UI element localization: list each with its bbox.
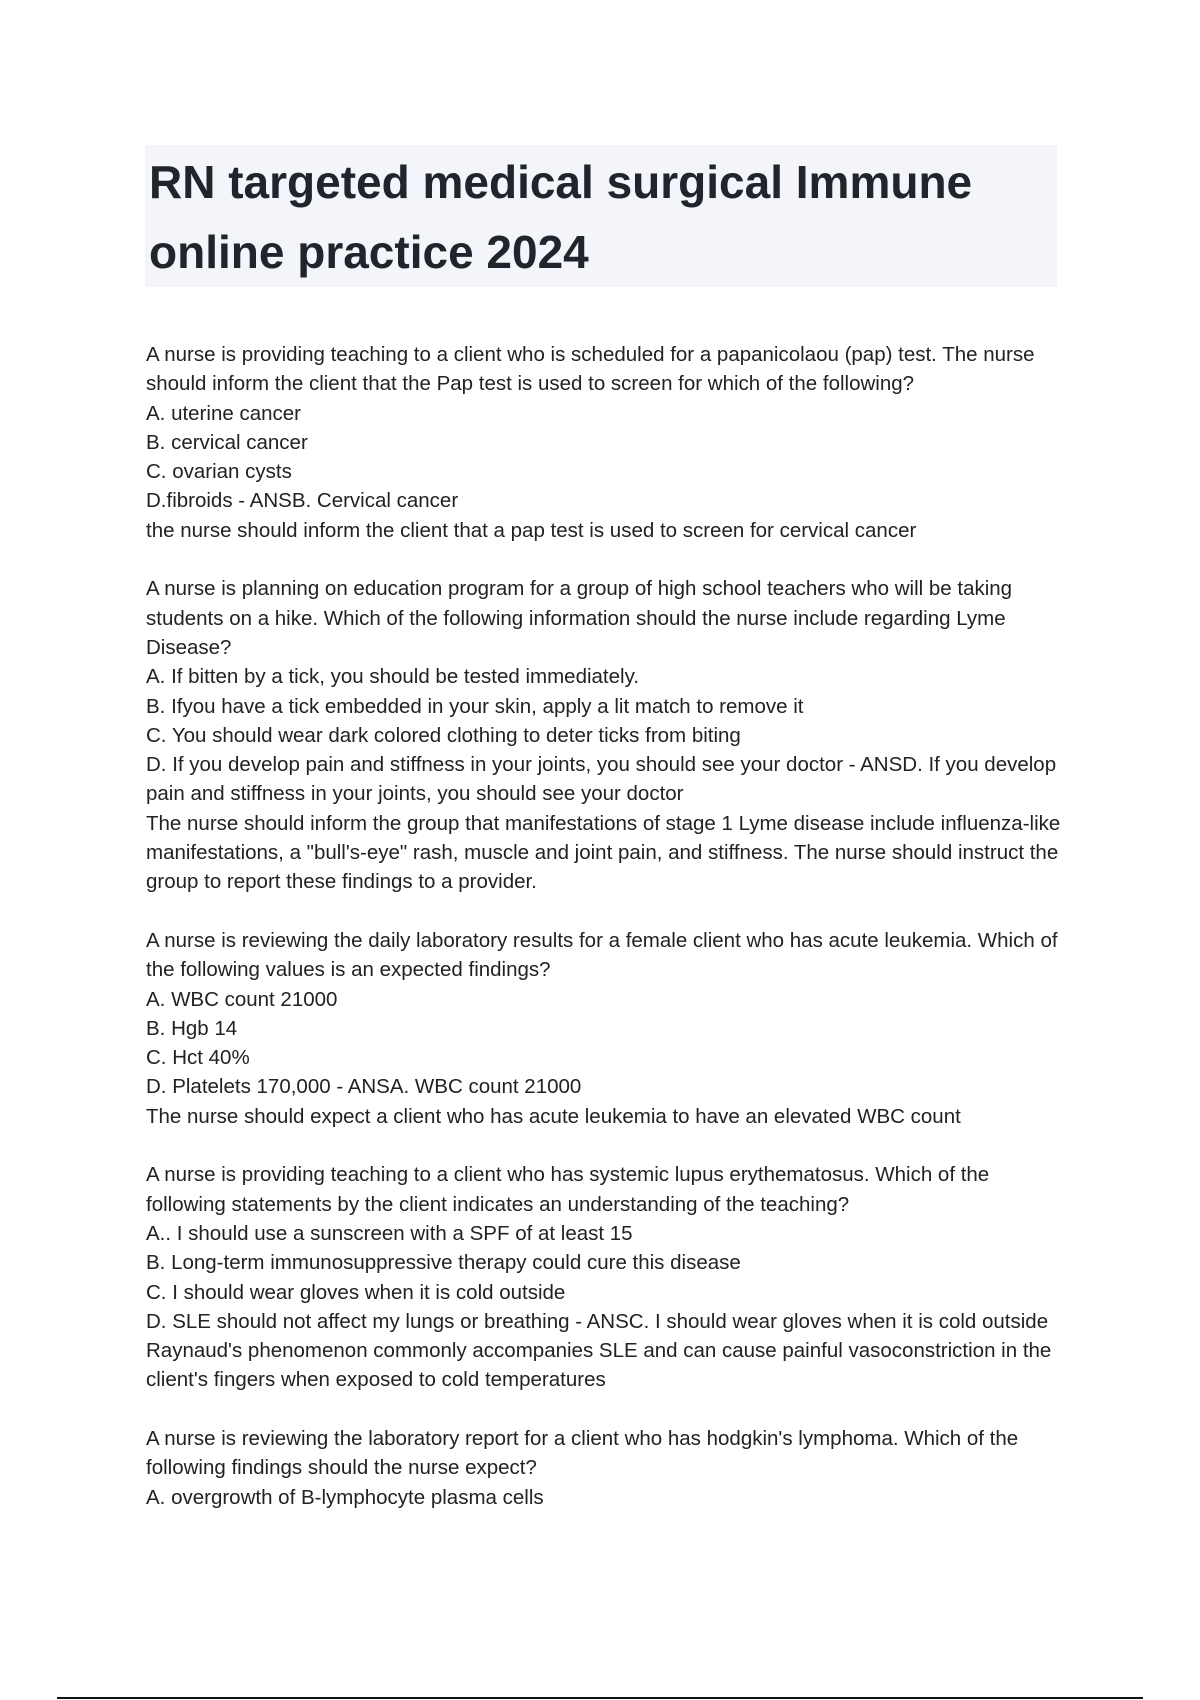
- rationale: The nurse should inform the group that manifestations of stage 1 Lyme disease include influenza-like manifestations, a "bull's-eye" rash, muscle and joint pain, and stiffness. The nurse should instruct the group to report these findings to a provider.: [146, 811, 1061, 894]
- footer-divider: [57, 1697, 1143, 1699]
- answer-option: B. Ifyou have a tick embedded in your skin, apply a lit match to remove it: [146, 694, 804, 718]
- question-stem: A nurse is planning on education program for a group of high school teachers who will be taking students on a hike. Which of the following information should the nurse include regarding Lyme Disease?: [146, 577, 1013, 659]
- rationale: the nurse should inform the client that a pap test is used to screen for cervical cancer: [146, 518, 917, 542]
- rationale: The nurse should expect a client who has acute leukemia to have an elevated WBC count: [146, 1104, 961, 1128]
- answer-option: D. SLE should not affect my lungs or breathing - ANSC. I should wear gloves when it is cold outside: [146, 1309, 1049, 1333]
- answer-option: C. I should wear gloves when it is cold outside: [146, 1280, 566, 1304]
- question-1: [146, 340, 1066, 545]
- document-title: RN targeted medical surgical Immune online practice 2024: [149, 156, 973, 278]
- answer-option: B. Hgb 14: [146, 1016, 238, 1040]
- answer-option: A. uterine cancer: [146, 401, 301, 425]
- question-list: [146, 340, 1066, 1541]
- rationale: Raynaud's phenomenon commonly accompanies SLE and can cause painful vasoconstriction in the client's fingers when exposed to cold temperatures: [146, 1339, 1052, 1392]
- question-3: [146, 926, 1066, 1131]
- question-5: [146, 1424, 1066, 1512]
- answer-option: C. You should wear dark colored clothing to deter ticks from biting: [146, 723, 741, 747]
- answer-option: B. Long-term immunosuppressive therapy could cure this disease: [146, 1251, 741, 1275]
- question-4: [146, 1160, 1066, 1394]
- answer-option: D.fibroids - ANSB. Cervical cancer: [146, 489, 459, 513]
- answer-option: C. ovarian cysts: [146, 460, 292, 484]
- question-stem: A nurse is providing teaching to a client who is scheduled for a papanicolaou (pap) test. The nurse should inform the client that the Pap test is used to screen for which of the following?: [146, 343, 1035, 396]
- question-stem: A nurse is providing teaching to a client who has systemic lupus erythematosus. Which of the following statements by the client indicates an understanding of the teaching?: [146, 1163, 990, 1216]
- answer-option: D. If you develop pain and stiffness in your joints, you should see your doctor - ANSD. If you develop pain and stiffness in your joints, you should see your doctor: [146, 753, 1057, 806]
- answer-option: A. If bitten by a tick, you should be tested immediately.: [146, 665, 640, 689]
- question-2: [146, 574, 1066, 896]
- answer-option: A.. I should use a sunscreen with a SPF of at least 15: [146, 1221, 633, 1245]
- title-banner: [145, 145, 1057, 287]
- answer-option: D. Platelets 170,000 - ANSA. WBC count 21000: [146, 1075, 582, 1099]
- question-stem: A nurse is reviewing the daily laboratory results for a female client who has acute leukemia. Which of the following values is an expected findings?: [146, 928, 1058, 982]
- answer-option: C. Hct 40%: [146, 1046, 250, 1070]
- answer-option: A. WBC count 21000: [146, 987, 338, 1011]
- answer-option: A. overgrowth of B-lymphocyte plasma cells: [146, 1485, 544, 1509]
- question-stem: A nurse is reviewing the laboratory report for a client who has hodgkin's lymphoma. Which of the following findings should the nurse expect?: [146, 1426, 1019, 1480]
- answer-option: B. cervical cancer: [146, 430, 308, 454]
